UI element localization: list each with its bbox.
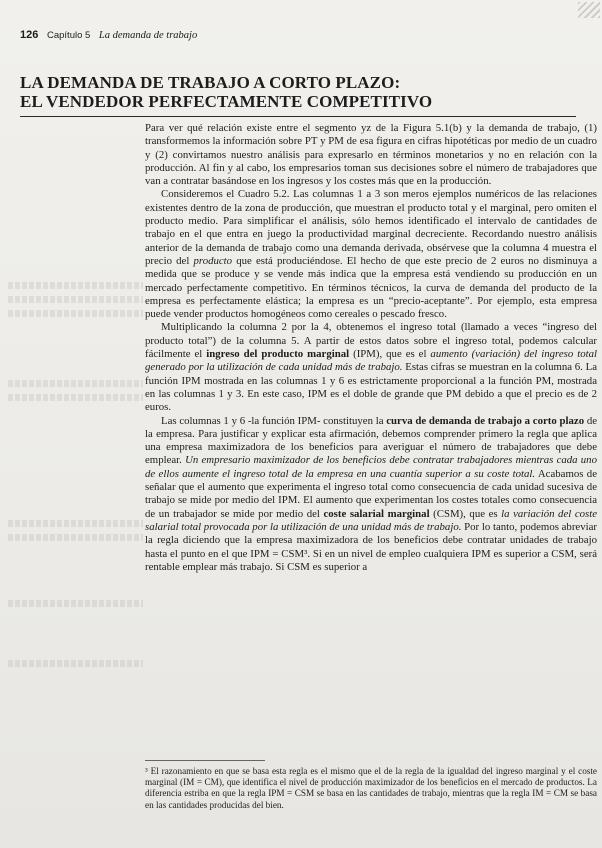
bleed-through-text [8,660,143,667]
chapter-label: Capítulo 5 [46,30,91,41]
paragraph-3 [145,321,597,414]
section-title [20,73,580,111]
title-underline [20,116,576,117]
paragraph-2-text-cont: que está produciéndose. El hecho de que este precio de 2 euros no disminuya a medida que se produce y se vende más indica que la empresa está vendiendo su producción en un mercado perfectamente competitivo. En términos técnicos, la curva de demanda del producto de la empresa es perfectamente elástica; la empresa es un “precio-aceptante”. Por ejemplo, esta empresa puede vender productos homogéneos como cereales o pescado fresco. [145,254,597,321]
bleed-through-text [8,310,143,317]
paragraph-3-text: Multiplicando la columna 2 por la 4, obtenemos el ingreso total (llamado a veces “ingreso del producto total”) de la columna 5. A partir de estos datos sobre el ingreso total, podemos calcular fácilmente el [145,321,597,361]
bleed-through-text [8,520,143,527]
bleed-through-text [8,600,143,607]
paragraph-4-text-e: Por lo tanto, podemos abreviar la regla diciendo que la empresa maximizadora de los beneficios debe contratar unidades de trabajo hasta el punto en el que IPM = CSM³. Si en un nivel de empleo cualquiera IPM es superior a CSM, será rentable emplear más trabajo. Si CSM es superior a [145,520,598,573]
running-head [20,29,197,41]
section-title-line-1: LA DEMANDA DE TRABAJO A CORTO PLAZO: [20,73,401,92]
page-number: 126 [20,29,39,41]
paragraph-4-text-d: (CSM), que es [429,507,502,520]
footnote: ³ El razonamiento en que se basa esta regla es el mismo que el de la regla de la igualdad del ingreso marginal y el coste marginal (IM = CM), que identifica el nivel de producción maximizador de los beneficios en el mercado de productos. La diferencia estriba en que la regla IPM = CSM se basa en las cantidades de trabajo, mientras que la regla IM = CM se basa en las cantidades producidas del bien. [145,766,597,810]
paragraph-2 [145,188,597,321]
bleed-through-text [8,394,143,401]
bleed-through-text [8,534,143,541]
paragraph-2-text: Consideremos el Cuadro 5.2. Las columnas 1 a 3 son meros ejemplos numéricos de las relaciones existentes dentro de la zona de producción, que muestran el producto total y el marginal, pero omiten el producto medio. Para simplificar el análisis, sólo hemos identificado el intervalo de cantidades de trabajo en el que entra en juego la productividad marginal decreciente. Recordando nuestro análisis anterior de la demanda de trabajo como una demanda derivada, obsérvese que la columna 4 muestra el precio del [145,188,597,267]
paragraph-3-text-end: Estas cifras se muestran en la columna 6. La función IPM mostrada en las columnas 1 y 6 es estrictamente proporcional a la función PM, mostrada en las columnas 1 y 3. En este caso, IPM es el doble de grande que PM debido a que el precio es de 2 euros. [145,361,597,414]
bleed-through-text [8,296,143,303]
paragraph-4-text-c: Acabamos de señalar que el aumento que experimenta el ingreso total como consecuencia de cada unidad sucesiva de trabajo se mide por medio del IPM. El aumento que experimentan los costes totales como consecuencia de un trabajador se mide por medio del [145,467,597,520]
term-coste-salarial-marginal: coste salarial marginal [323,507,430,520]
emphasis-producto: producto [193,254,233,267]
term-ingreso-producto-marginal: ingreso del producto marginal [206,348,350,361]
definition-csm: la variación del coste salarial total provocada por la utilización de una unidad más de trabajo. [145,507,598,533]
paragraph-1-text: Para ver qué relación existe entre el segmento yz de la Figura 5.1(b) y la demanda de trabajo, (1) transformemos la información sobre PT y PM de esa figura en cifras hipotéticas por medio de un cuadro y (2) convirtamos nuestro análisis para expresarlo en términos monetarios y no en relación con la producción. Al fin y al cabo, los empresarios toman sus decisiones sobre el número de trabajadores que van a contratar basándose en los ingresos y los costes más que en la producción. [145,122,597,188]
bleed-through-text [8,282,143,289]
body-text [145,122,597,574]
footnote-divider [145,760,265,761]
paragraph-4 [145,415,597,575]
bleed-through-text [8,380,143,387]
paragraph-3-text-cont: (IPM), que es el [349,348,431,361]
section-title-line-2: EL VENDEDOR PERFECTAMENTE COMPETITIVO [20,92,433,111]
paragraph-4-text-b: de la empresa. Para justificar y explicar esta afirmación, debemos comprender primero la regla que aplica una empresa maximizadora de los beneficios para averiguar el número de trabajadores que debe emplear. [145,414,598,467]
chapter-title: La demanda de trabajo [98,30,198,41]
paragraph-1 [145,122,597,188]
term-curva-demanda: curva de demanda de trabajo a corto plazo [386,414,585,427]
rule-statement: Un empresario maximizador de los beneficios debe contratar trabajadores mientras cada uno de ellos aumente el ingreso total de la empresa en una cuantía superior a su coste total. [145,454,597,480]
definition-ipm: aumento (variación) del ingreso total generado por la utilización de cada unidad más de trabajo. [145,348,597,374]
page-corner-shadow [578,2,600,18]
paragraph-4-text: Las columnas 1 y 6 -la función IPM- constituyen la [161,414,387,427]
